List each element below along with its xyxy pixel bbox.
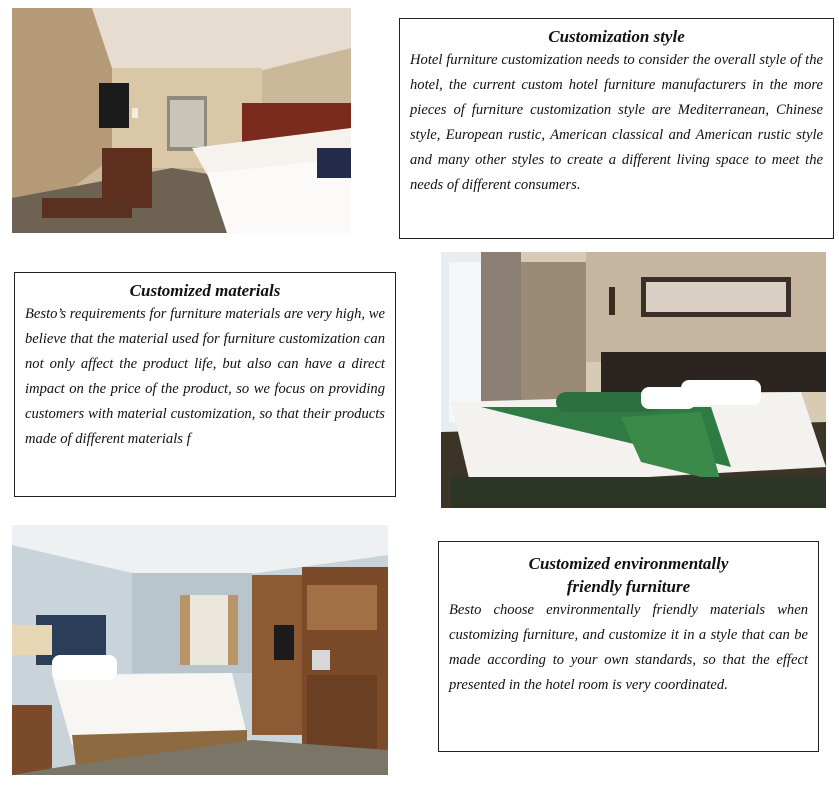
section-customization-style bbox=[399, 18, 834, 239]
section-customized-materials bbox=[14, 272, 396, 497]
photo-hotel-bed-green-runner bbox=[441, 252, 826, 508]
photo-hotel-room-two-beds bbox=[12, 8, 351, 233]
section-title-line-1: Customized environmentally bbox=[528, 554, 729, 573]
section-body: Besto choose environmentally friendly materials when customizing furniture, and customize it in a style that can be made according to your own standards, so that the effect presented in the hotel room is very coordinated. bbox=[449, 602, 808, 693]
section-title: Customization style bbox=[548, 27, 685, 46]
section-title: Customized materials bbox=[129, 281, 281, 300]
section-body: Besto’s requirements for furniture materials are very high, we believe that the material used for furniture customization can not only affect the product life, but also can have a direct impact on the price of the product, so we focus on providing customers with material customization, so that their products made of different materials f bbox=[25, 306, 385, 447]
section-environmentally-friendly-furniture bbox=[438, 541, 819, 752]
photo-hotel-room-bed-tv-cabinet bbox=[12, 525, 388, 775]
section-title-line-2: friendly furniture bbox=[566, 577, 691, 596]
section-body: Hotel furniture customization needs to consider the overall style of the hotel, the current custom hotel furniture manufacturers in the more pieces of furniture customization style are Mediterranean, Chinese style, European rustic, American classical and American rustic style and many other styles to create a different living space to meet the needs of different consumers. bbox=[410, 52, 823, 193]
